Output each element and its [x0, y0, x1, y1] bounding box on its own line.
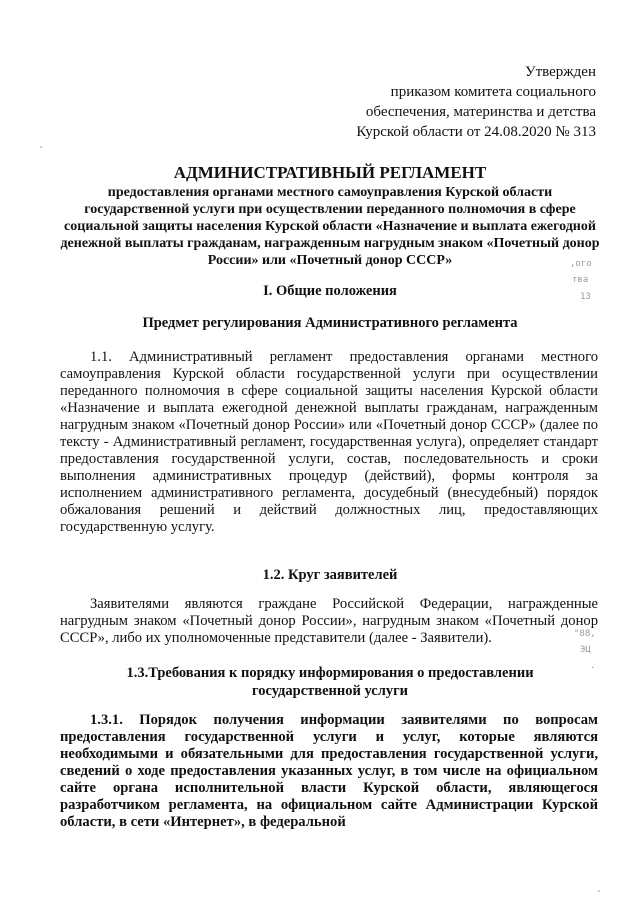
margin-mark-6: . — [590, 661, 596, 671]
approval-line-1: Утвержден — [524, 64, 596, 80]
document-subtitle: предоставления органами местного самоуправления Курской области государственной услуги при осуществлении переданного полномочия в сфере социальной защиты населения Курской области «Назначение и выплата ежегодной денежной выплаты гражданам, награжденным нагрудным знаком «Почетный донор России» или «Почетный донор СССР» — [60, 185, 600, 268]
margin-mark-2: тва — [572, 275, 589, 285]
scan-speck — [598, 890, 600, 892]
margin-mark-4: "88, — [574, 629, 596, 639]
paragraph-1-1: 1.1. Административный регламент предоставления органами местного самоуправления Курской области государственной услуги при осуществлении переданного полномочия в сфере социальной защиты населения Курской области «Назначение и выплата ежегодной денежной выплаты гражданам, награжденным нагрудным знаком «Почетный донор России» или «Почетный донор СССР» (далее по тексту - Административный регламент, государственная услуга), определяет стандарт предоставления государственной услуги, состав, последовательность и сроки выполнения административных процедур (действий), формы контроля за исполнением административного регламента, досудебный (внесудебный) порядок обжалования решений и действий должностных лиц, предоставляющих государственную услугу. — [60, 349, 598, 535]
section-heading-applicants: 1.2. Круг заявителей — [262, 567, 398, 583]
section-heading-information — [60, 664, 600, 700]
approval-line-3: обеспечения, материнства и детства — [365, 104, 596, 120]
scan-speck — [40, 146, 42, 148]
section-heading-information-line-1: 1.3.Требования к порядку информирования о предоставлении — [126, 665, 534, 681]
document-title: АДМИНИСТРАТИВНЫЙ РЕГЛАМЕНТ — [173, 163, 487, 182]
margin-mark-1: ,ого — [570, 259, 592, 269]
margin-mark-5: ЭЦ — [580, 645, 591, 655]
approval-stamp — [356, 62, 596, 142]
paragraph-1-2: Заявителями являются граждане Российской Федерации, награжденные нагрудным знаком «Почетный донор России», нагрудным знаком «Почетный донор СССР», либо их уполномоченные представители (далее - Заявители). — [60, 596, 598, 646]
margin-mark-3: 13 — [580, 292, 591, 302]
paragraph-1-3-1: 1.3.1. Порядок получения информации заявителями по вопросам предоставления государственной услуги и услуг, которые являются необходимыми и обязательными для предоставления государственной услуги, сведений о ходе предоставления указанных услуг, в том числе на официальном сайте органа исполнительной власти Курской области, являющегося разработчиком регламента, на официальном сайте Администрации Курской области, в сети «Интернет», в федеральной — [60, 712, 598, 830]
section-heading-general: I. Общие положения — [263, 283, 397, 299]
section-heading-information-line-2: государственной услуги — [251, 683, 409, 699]
approval-line-4: Курской области от 24.08.2020 № 313 — [356, 124, 596, 140]
approval-line-2: приказом комитета социального — [390, 84, 596, 100]
section-subheading-subject: Предмет регулирования Административного регламента — [142, 315, 518, 331]
